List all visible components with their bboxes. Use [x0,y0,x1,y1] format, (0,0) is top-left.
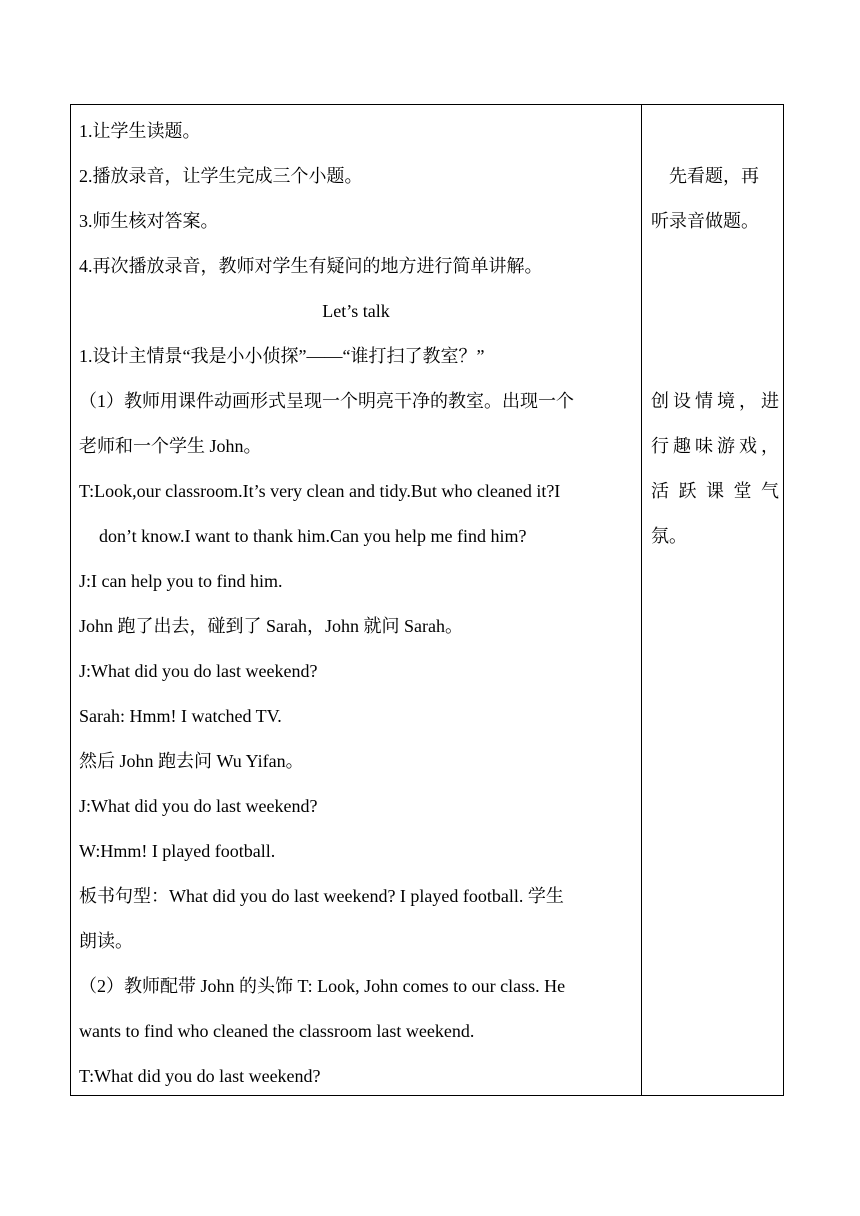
section-heading-lets-talk: Let’s talk [322,301,390,321]
side-note-line-1: 先看题，再 [669,166,759,186]
main-line-2: 2.播放录音，让学生完成三个小题。 [79,166,363,186]
main-line-9: T:Look,our classroom.It’s very clean and tidy.But who cleaned it?I [79,481,561,501]
main-line-10: don’t know.I want to thank him.Can you help me find him? [99,526,527,546]
side-note-line-6: 氛。 [651,526,687,546]
main-line-13: J:What did you do last weekend? [79,661,318,681]
main-line-17: W:Hmm! I played football. [79,841,276,861]
main-line-22: T:What did you do last weekend? [79,1066,321,1086]
main-line-1: 1.让学生读题。 [79,121,201,141]
side-note-line-2: 听录音做题。 [651,211,759,231]
side-note-line-5: 活跃课堂气 [651,481,779,501]
main-line-16: J:What did you do last weekend? [79,796,318,816]
main-line-20: （2）教师配带 John 的头饰 T: Look, John comes to our class. He [79,976,566,996]
main-line-4: 4.再次播放录音，教师对学生有疑问的地方进行简单讲解。 [79,256,543,276]
main-line-11: J:I can help you to find him. [79,571,283,591]
lesson-table [70,104,784,1096]
main-line-19: 朗读。 [79,931,133,951]
main-line-21: wants to find who cleaned the classroom last weekend. [79,1021,475,1041]
side-note-line-3: 创设情境，进 [651,391,779,411]
column-divider [641,105,642,1095]
main-line-15: 然后 John 跑去问 Wu Yifan。 [79,751,304,771]
main-line-8: 老师和一个学生 John。 [79,436,262,456]
main-line-12: John 跑了出去，碰到了 Sarah，John 就问 Sarah。 [79,616,463,636]
main-line-6: 1.设计主情景“我是小小侦探”——“谁打扫了教室？” [79,346,485,366]
side-note-line-4: 行趣味游戏， [651,436,779,456]
main-line-14: Sarah: Hmm! I watched TV. [79,706,282,726]
main-line-18: 板书句型：What did you do last weekend? I played football. 学生 [79,886,564,906]
main-line-3: 3.师生核对答案。 [79,211,219,231]
main-line-7: （1）教师用课件动画形式呈现一个明亮干净的教室。出现一个 [79,391,574,411]
